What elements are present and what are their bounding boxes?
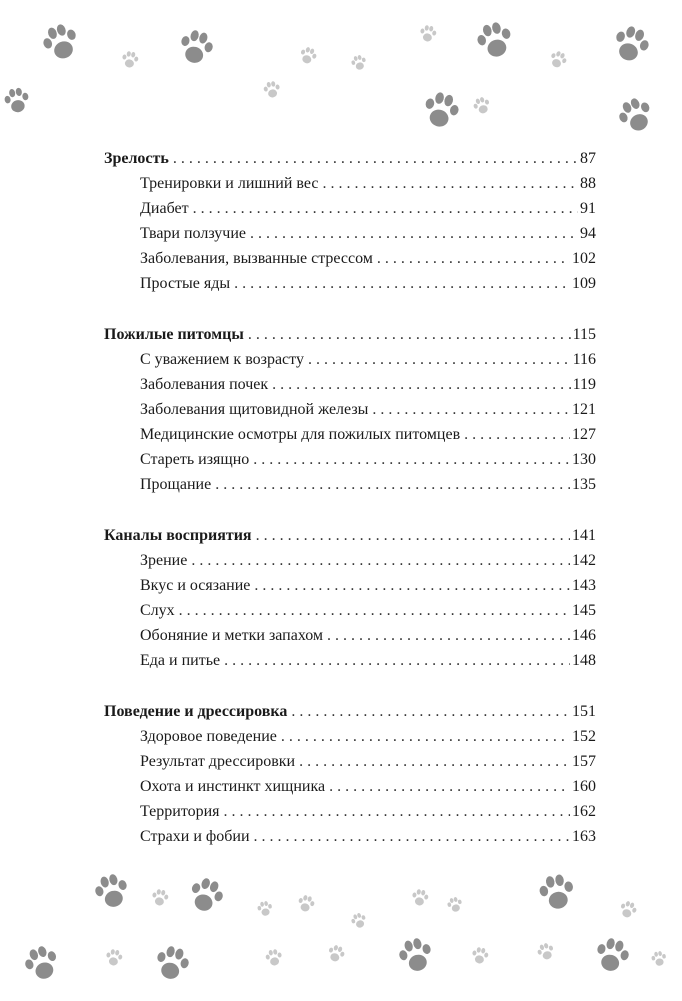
toc-page-number: 151	[572, 703, 596, 720]
paw-print-icon	[118, 48, 141, 71]
toc-entry-title: Результат дрессировки	[140, 753, 296, 770]
paw-print-icon	[148, 940, 197, 989]
toc-entry-title: Зрение	[140, 552, 188, 569]
paw-print-icon	[392, 932, 441, 981]
toc-entry-title: Заболевания, вызванные стрессом	[140, 250, 373, 267]
paw-print-icon	[588, 932, 637, 981]
toc-page-number: 157	[572, 753, 596, 770]
toc-entry	[104, 799, 596, 824]
toc-page-number: 146	[572, 627, 596, 644]
toc-leader-dots	[253, 447, 570, 472]
toc-entry	[104, 246, 596, 271]
toc-page-number: 148	[572, 652, 596, 669]
toc-leader-dots	[291, 699, 570, 724]
toc-entry	[104, 598, 596, 623]
paw-print-icon	[347, 909, 370, 932]
toc-page-number: 116	[572, 351, 596, 368]
paw-print-icon	[408, 886, 431, 909]
toc-page-number: 88	[580, 175, 596, 192]
paw-print-icon	[172, 24, 221, 73]
toc-entry-title: Вкус и осязание	[140, 577, 251, 594]
toc-entry	[104, 824, 596, 849]
paw-print-icon	[533, 869, 582, 918]
toc-entry-title: Обоняние и метки запахом	[140, 627, 324, 644]
toc-entry	[104, 347, 596, 372]
toc-entry-title: Заболевания почек	[140, 376, 269, 393]
toc-page-number: 130	[572, 451, 596, 468]
toc-entry-title: Территория	[140, 803, 220, 820]
toc-leader-dots	[372, 397, 570, 422]
toc-leader-dots	[254, 573, 570, 598]
toc-entry	[104, 422, 596, 447]
toc-page-number: 145	[572, 602, 596, 619]
paw-print-icon	[609, 89, 662, 142]
paw-print-icon	[148, 886, 171, 909]
toc-leader-dots	[256, 523, 570, 548]
toc-leader-dots	[281, 724, 570, 749]
toc-entry	[104, 171, 596, 196]
toc-page-number: 127	[572, 426, 596, 443]
toc-entry-title: Слух	[140, 602, 175, 619]
toc-section-maturity	[104, 146, 596, 296]
toc-page-number: 87	[580, 150, 596, 167]
toc-page-number: 162	[572, 803, 596, 820]
toc-entry-title: Тренировки и лишний вес	[140, 175, 319, 192]
paw-print-icon	[348, 52, 370, 74]
toc-section-behavior-training	[104, 699, 596, 849]
toc-entry	[104, 774, 596, 799]
toc-leader-dots	[248, 322, 571, 347]
toc-page-number: 102	[572, 250, 596, 267]
toc-leader-dots	[308, 347, 571, 372]
paw-print-icon	[262, 946, 285, 969]
toc-page-number: 160	[572, 778, 596, 795]
toc-leader-dots	[193, 196, 578, 221]
toc-page-number: 121	[572, 401, 596, 418]
toc-entry	[104, 447, 596, 472]
toc-leader-dots	[191, 548, 570, 573]
toc-leader-dots	[377, 246, 570, 271]
toc-leader-dots	[464, 422, 570, 447]
paw-print-icon	[102, 946, 125, 969]
toc-page-number: 143	[572, 577, 596, 594]
toc-page-number: 142	[572, 552, 596, 569]
toc-entry	[104, 573, 596, 598]
toc-page-number: 135	[572, 476, 596, 493]
toc-leader-dots	[322, 171, 578, 196]
paw-print-icon	[604, 18, 658, 72]
toc-entry-title: Стареть изящно	[140, 451, 250, 468]
toc-page-number: 109	[572, 275, 596, 292]
toc-leader-dots	[179, 598, 570, 623]
toc-entry	[104, 623, 596, 648]
toc-page-number: 91	[580, 200, 596, 217]
paw-print-icon	[444, 894, 466, 916]
paw-print-icon	[0, 84, 34, 119]
toc-leader-dots	[224, 799, 570, 824]
toc-entry	[104, 221, 596, 246]
toc-chapter-title: Каналы восприятия	[104, 527, 252, 544]
toc-leader-dots	[250, 221, 578, 246]
paw-print-icon	[180, 870, 231, 921]
toc-entry	[104, 724, 596, 749]
toc-entry	[104, 648, 596, 673]
toc-entry	[104, 372, 596, 397]
paw-print-icon	[649, 949, 670, 970]
toc-page-number: 115	[572, 326, 596, 343]
toc-section-senior-pets	[104, 322, 596, 497]
toc-page-number: 141	[572, 527, 596, 544]
toc-entry-title: Твари ползучие	[140, 225, 247, 242]
toc-entry	[104, 749, 596, 774]
toc-chapter	[104, 699, 596, 724]
toc-entry	[104, 548, 596, 573]
toc-leader-dots	[173, 146, 578, 171]
paw-print-icon	[415, 85, 466, 136]
toc-leader-dots	[224, 648, 570, 673]
toc-chapter-title: Зрелость	[104, 150, 169, 167]
toc-chapter-title: Пожилые питомцы	[104, 326, 244, 343]
toc-entry-title: Медицинские осмотры для пожилых питомцев	[140, 426, 461, 443]
toc-entry-title: С уважением к возрасту	[140, 351, 304, 368]
toc-page-number: 94	[580, 225, 596, 242]
toc-leader-dots	[327, 623, 570, 648]
toc-section-senses	[104, 523, 596, 673]
toc-entry	[104, 397, 596, 422]
toc-leader-dots	[215, 472, 570, 497]
paw-print-icon	[469, 15, 520, 66]
toc-chapter-title: Поведение и дрессировка	[104, 703, 288, 720]
paw-print-icon	[294, 892, 318, 916]
paw-print-icon	[323, 941, 349, 967]
toc-chapter	[104, 322, 596, 347]
toc-entry-title: Страхи и фобии	[140, 828, 250, 845]
toc-leader-dots	[329, 774, 570, 799]
toc-entry-title: Здоровое поведение	[140, 728, 277, 745]
toc-page-number: 119	[572, 376, 596, 393]
toc-entry-title: Диабет	[140, 200, 189, 217]
paw-print-icon	[615, 897, 641, 923]
paw-print-icon	[255, 899, 276, 920]
toc-entry-title: Еда и питье	[140, 652, 221, 669]
toc-chapter	[104, 523, 596, 548]
toc-leader-dots	[254, 824, 570, 849]
toc-leader-dots	[299, 749, 570, 774]
toc-entry-title: Охота и инстинкт хищника	[140, 778, 326, 795]
toc-entry-title: Прощание	[140, 476, 212, 493]
toc-entry	[104, 196, 596, 221]
toc-entry-title: Простые яды	[140, 275, 231, 292]
table-of-contents	[104, 146, 596, 875]
paw-print-icon	[468, 944, 491, 967]
toc-page-number: 152	[572, 728, 596, 745]
toc-entry	[104, 472, 596, 497]
paw-print-icon	[469, 93, 495, 119]
paw-print-icon	[416, 22, 439, 45]
toc-chapter	[104, 146, 596, 171]
toc-entry-title: Заболевания щитовидной железы	[140, 401, 369, 418]
paw-print-icon	[260, 78, 283, 101]
toc-leader-dots	[272, 372, 570, 397]
toc-leader-dots	[234, 271, 570, 296]
paw-print-icon	[34, 16, 88, 70]
toc-entry	[104, 271, 596, 296]
paw-print-icon	[545, 47, 572, 74]
paw-print-icon	[295, 43, 321, 69]
paw-print-icon	[533, 939, 559, 965]
toc-page-number: 163	[572, 828, 596, 845]
paw-print-icon	[16, 938, 67, 989]
